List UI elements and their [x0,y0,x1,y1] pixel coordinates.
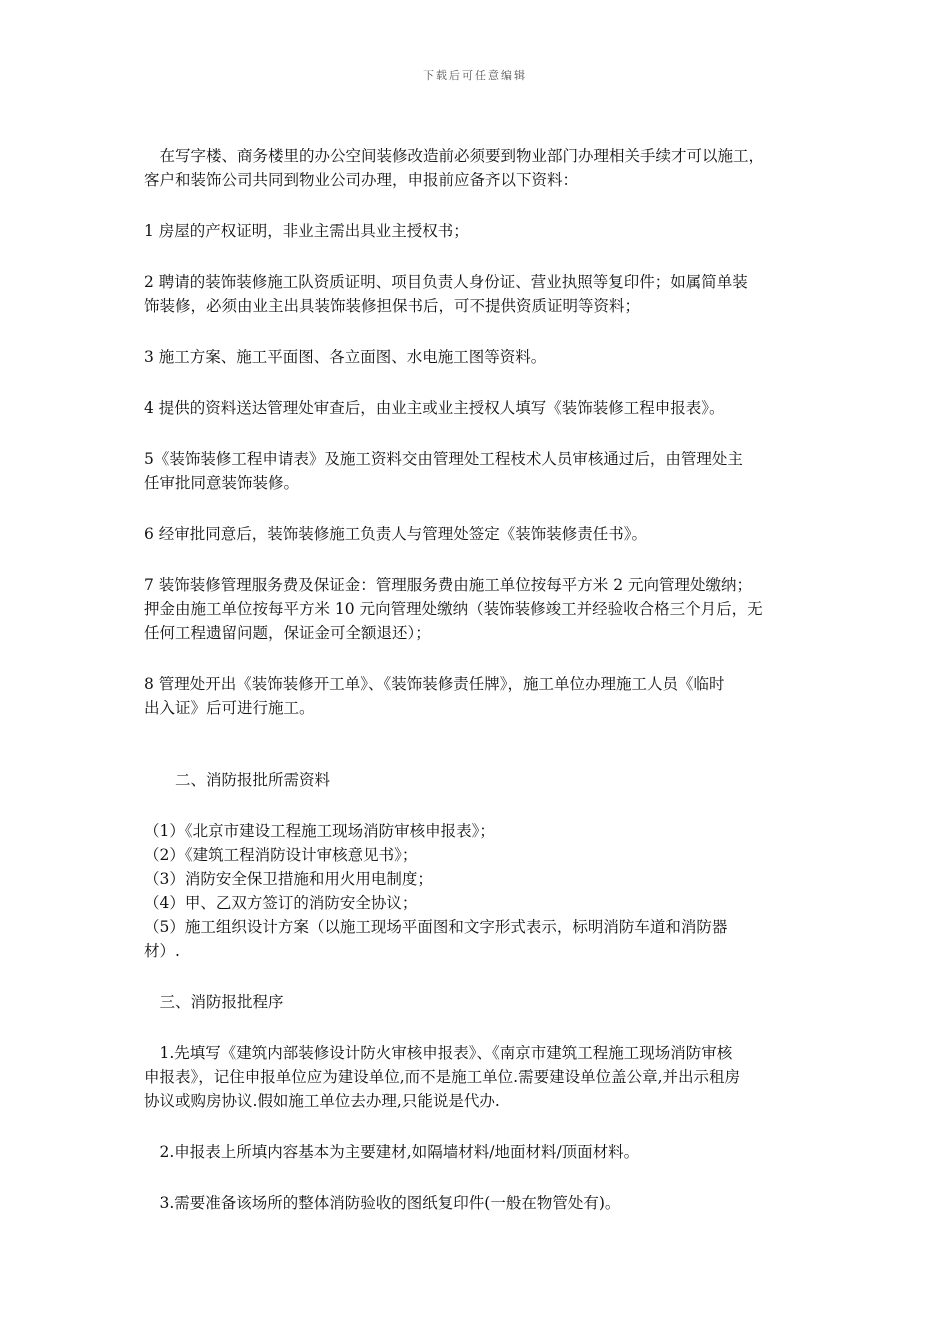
item-line: 协议或购房协议.假如施工单位去办理,只能说是代办. [144,1092,500,1110]
list-item: （1）《北京市建设工程施工现场消防审核申报表》； [144,822,495,840]
list-item [144,447,808,495]
page-header: 下载后可任意编辑 [423,69,527,82]
list-item [144,270,808,318]
item-line: 5《装饰装修工程申请表》及施工资料交由管理处工程枝术人员审核通过后，由管理处主 [144,450,743,468]
list-item [144,1041,808,1113]
item-line: 3 施工方案、施工平面图、各立面图、水电施工图等资料。 [144,348,547,366]
item-line: 申报表》，记住申报单位应为建设单位,而不是施工单位.需要建设单位盖公章,并出示租房 [144,1068,741,1086]
item-line: 押金由施工单位按每平方米 10 元向管理处缴纳（装饰装修竣工并经验收合格三个月后，无 [144,600,763,618]
item-line: 任审批同意装饰装修。 [144,474,300,492]
list-item [144,1140,808,1164]
item-line: 2.申报表上所填内容基本为主要建材,如隔墙材料/地面材料/顶面材料。 [144,1143,640,1161]
section-three-title: 三、消防报批程序 [144,993,284,1011]
intro-line: 在写字楼、商务楼里的办公空间装修改造前必须要到物业部门办理相关手续才可以施工， [144,147,765,165]
section-two-list [144,819,808,963]
item-line: 1 房屋的产权证明，非业主需出具业主授权书； [144,222,469,240]
list-item [144,522,808,546]
list-item [144,1191,808,1215]
item-line: 出入证》后可进行施工。 [144,699,315,717]
list-item: （5）施工组织设计方案（以施工现场平面图和文字形式表示，标明消防车道和消防器 [144,918,728,936]
list-item [144,345,808,369]
item-line: 8 管理处开出《装饰装修开工单》、《装饰装修责任牌》，施工单位办理施工人员《临时 [144,675,725,693]
list-item [144,219,808,243]
list-item [144,672,808,720]
item-line: 2 聘请的装饰装修施工队资质证明、项目负责人身份证、营业执照等复印件；如属简单装 [144,273,748,291]
list-item: （3）消防安全保卫措施和用火用电制度； [144,870,433,888]
item-line: 7 装饰装修管理服务费及保证金：管理服务费由施工单位按每平方米 2 元向管理处缴纳； [144,576,753,594]
item-line: 6 经审批同意后，装饰装修施工负责人与管理处签定《装饰装修责任书》。 [144,525,648,543]
list-item: （2）《建筑工程消防设计审核意见书》； [144,846,418,864]
intro-line: 客户和装饰公司共同到物业公司办理，申报前应备齐以下资料： [144,171,579,189]
section-heading [144,990,808,1014]
item-line: 3.需要准备该场所的整体消防验收的图纸复印件(一般在物管处有)。 [144,1194,621,1212]
item-line: 饰装修，必须由业主出具装饰装修担保书后，可不提供资质证明等资料； [144,297,641,315]
section-two-title: 二、消防报批所需资料 [144,771,331,789]
list-item: （4）甲、乙双方签订的消防安全协议； [144,894,418,912]
intro-paragraph [144,144,808,192]
section-heading [144,768,808,792]
item-line: 任何工程遗留问题，保证金可全额退还）； [144,624,431,642]
list-item: 材）. [144,942,180,960]
list-item [144,573,808,645]
item-line: 4 提供的资料送达管理处审查后，由业主或业主授权人填写《装饰装修工程申报表》。 [144,399,725,417]
item-line: 1.先填写《建筑内部装修设计防火审核申报表》、《南京市建筑工程施工现场消防审核 [144,1044,733,1062]
document-body [144,144,808,1215]
list-item [144,396,808,420]
